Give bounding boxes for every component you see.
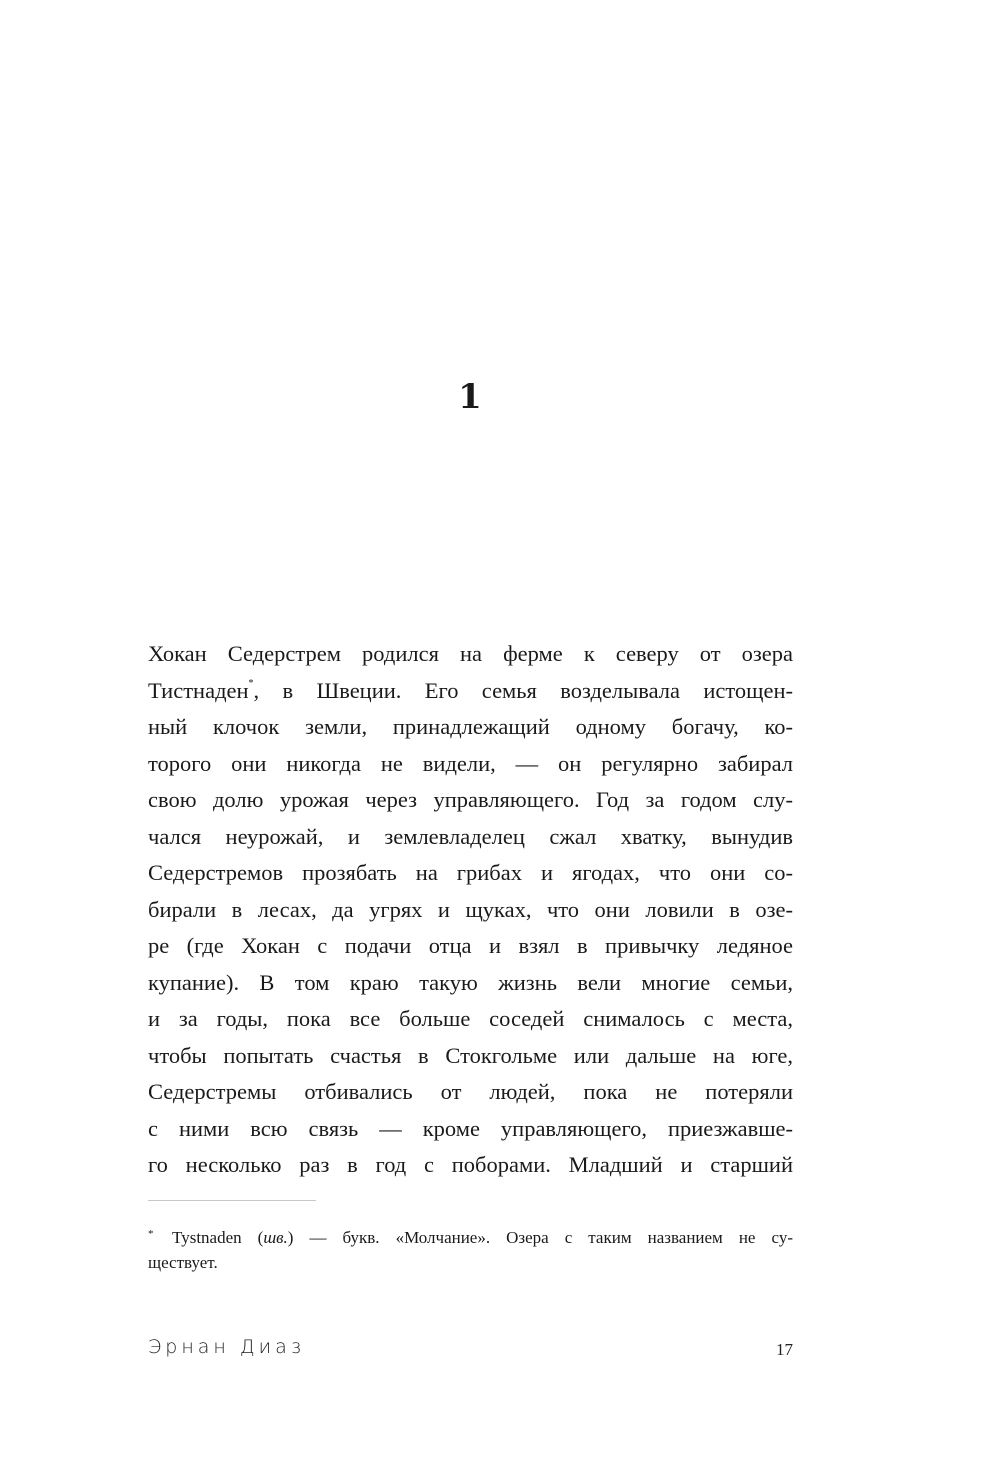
text-line-2-rest: , в Швеции. Его семья возделывала истощен- [253,677,793,703]
text-line-5: свою долю урожая через управляющего. Год за годом слу- [148,787,793,812]
lake-name: Тистнаден [148,677,249,703]
text-line-10: купание). В том краю такую жизнь вели многие семьи, [148,969,793,995]
page-number: 17 [776,1340,793,1359]
footnote [148,1222,793,1275]
footnote-reference[interactable]: * [248,677,254,689]
footnote-text-1: — букв. «Молчание». Озера с таким названием не су- [293,1228,793,1247]
text-line-4: торого они никогда не видели, — он регулярно забирал [148,750,793,776]
text-line-1: Хокан Седерстрем родился на ферме к северу от озера [148,641,793,666]
footnote-line-2: ществует. [148,1253,218,1272]
text-line-3: ный клочок земли, принадлежащий одному богачу, ко- [148,714,793,739]
text-line-8: бирали в лесах, да угрях и щуках, что они ловили в озе- [148,896,793,922]
text-line-7: Седерстремов прозябать на грибах и ягодах, что они со- [148,860,793,885]
chapter-body-text [148,636,793,1184]
footnote-term: Tystnaden [172,1228,242,1247]
text-line-2 [148,673,793,710]
text-line-15: го несколько раз в год с поборами. Младший и старший [148,1152,793,1177]
text-line-6: чался неурожай, и землевладелец сжал хватку, вынудив [148,823,793,849]
text-line-11: и за годы, пока все больше соседей снималось с места, [148,1006,793,1031]
footnote-mark: * [148,1228,154,1240]
text-line-13: Седерстремы отбивались от людей, пока не потеряли [148,1079,793,1104]
text-line-14: с ними всю связь — кроме управляющего, приезжавше- [148,1115,793,1141]
footnote-line-1: * Tystnaden (шв.) — букв. «Молчание». Озера с таким названием не су- [148,1222,793,1250]
text-line-9: ре (где Хокан с подачи отца и взял в привычку ледяное [148,933,793,958]
running-footer-author: Эрнан Диаз [148,1336,306,1358]
footnote-divider [148,1200,316,1201]
chapter-number: 1 [458,377,482,417]
text-line-12: чтобы попытать счастья в Стокгольме или дальше на юге, [148,1042,793,1068]
footnote-language: шв. [263,1228,288,1247]
